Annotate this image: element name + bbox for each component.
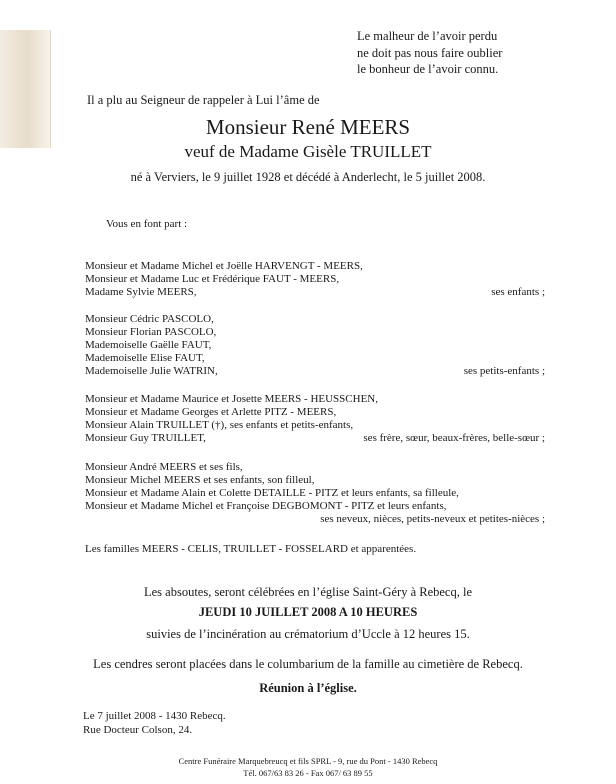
family-line: Monsieur André MEERS et ses fils, [85, 461, 243, 473]
announce-label: Vous en font part : [106, 218, 188, 230]
deceased-name: Monsieur René MEERS [205, 115, 411, 139]
family-line-text: Monsieur Guy TRUILLET, [85, 432, 206, 444]
nephews-group [85, 461, 545, 526]
children-group [85, 260, 545, 299]
relation-role: ses frère, sœur, beaux-frères, belle-sœur ; [363, 432, 545, 444]
family-line-text: Mademoiselle Julie WATRIN, [85, 365, 218, 377]
families-line: Les familles MEERS - CELIS, TRUILLET - FOSSELARD et apparentées. [85, 543, 417, 555]
family-line: Monsieur Michel MEERS et ses enfants, son filleul, [85, 474, 315, 486]
quote-line: ne doit pas nous faire oublier [357, 45, 503, 60]
relation-role: ses neveux, nièces, petits-neveux et petites-nièces ; [320, 513, 545, 525]
family-line: Monsieur Florian PASCOLO, [85, 326, 217, 338]
widow-line: veuf de Madame Gisèle TRUILLET [184, 142, 432, 161]
relation-role: ses petits-enfants ; [463, 365, 545, 377]
quote-line: le bonheur de l’avoir connu. [357, 62, 499, 76]
family-line: Monsieur Alain TRUILLET (†), ses enfants et petits-enfants, [85, 419, 354, 431]
family-line: Monsieur et Madame Maurice et Josette MEERS - HEUSSCHEN, [85, 393, 378, 405]
incineration-line: suivies de l’incinération au crématorium d’Uccle à 12 heures 15. [146, 627, 470, 641]
funeral-home-line: Centre Funéraire Marquebreucq et fils SPRL - 9, rue du Pont - 1430 Rebecq [178, 756, 438, 766]
epitaph-quote [357, 28, 502, 78]
funeral-home-phone: Tél. 067/63 83 26 - Fax 067/ 63 89 55 [243, 768, 373, 778]
family-line: Monsieur et Madame Michel et Françoise DEGBOMONT - PITZ et leurs enfants, [85, 500, 447, 512]
family-line: Monsieur et Madame Luc et Frédérique FAUT - MEERS, [85, 273, 340, 285]
reunion-line: Réunion à l’église. [259, 681, 357, 695]
family-line: Mademoiselle Elise FAUT, [85, 352, 205, 364]
family-line: Monsieur et Madame Georges et Arlette PITZ - MEERS, [85, 406, 337, 418]
intro-text: Il a plu au Seigneur de rappeler à Lui l’âme de [87, 93, 320, 107]
street-address: Rue Docteur Colson, 24. [83, 723, 193, 736]
family-line: Mademoiselle Gaëlle FAUT, [85, 339, 212, 351]
family-line [85, 432, 545, 445]
place-address [83, 710, 226, 737]
grandchildren-group [85, 313, 545, 378]
quote-line: Le malheur de l’avoir perdu [357, 29, 498, 43]
family-line [85, 365, 545, 378]
family-line: Monsieur Cédric PASCOLO, [85, 313, 214, 325]
ashes-line: Les cendres seront placées dans le columbarium de la famille au cimetière de Rebecq. [93, 657, 523, 671]
family-line [85, 286, 545, 299]
family-line [85, 513, 545, 526]
family-line: Monsieur et Madame Michel et Joëlle HARVENGT - MEERS, [85, 260, 363, 272]
relation-role: ses enfants ; [491, 286, 545, 298]
place-date: Le 7 juillet 2008 - 1430 Rebecq. [83, 710, 226, 722]
family-line: Monsieur et Madame Alain et Colette DETAILLE - PITZ et leurs enfants, sa filleule, [85, 487, 459, 499]
birth-death-line: né à Verviers, le 9 juillet 1928 et décédé à Anderlecht, le 5 juillet 2008. [130, 170, 486, 184]
absoute-line: Les absoutes, seront célébrées en l’église Saint-Géry à Rebecq, le [144, 585, 472, 599]
siblings-group [85, 393, 545, 445]
family-line-text: Madame Sylvie MEERS, [85, 286, 197, 298]
ceremony-date: JEUDI 10 JUILLET 2008 A 10 HEURES [198, 605, 418, 619]
